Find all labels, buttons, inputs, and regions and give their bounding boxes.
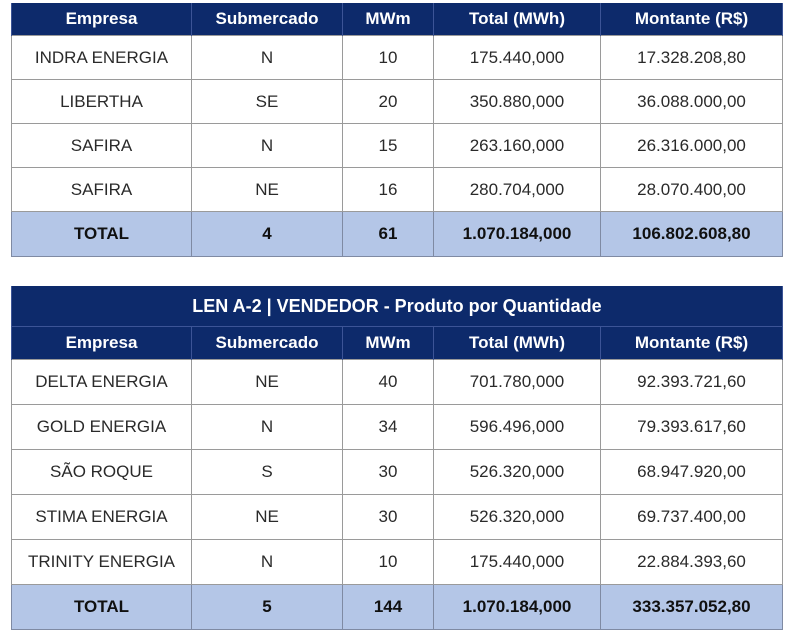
total-submercado: 4 [192,212,343,257]
cell-empresa: TRINITY ENERGIA [12,540,192,585]
table-row [12,495,783,540]
total-label: TOTAL [12,585,192,630]
table-row [12,124,783,168]
cell-empresa: GOLD ENERGIA [12,405,192,450]
cell-mwm: 10 [343,540,434,585]
total-mwh: 1.070.184,000 [434,212,601,257]
cell-empresa: SAFIRA [12,124,192,168]
total-label: TOTAL [12,212,192,257]
cell-total-mwh: 350.880,000 [434,80,601,124]
cell-submercado: N [192,540,343,585]
cell-mwm: 16 [343,168,434,212]
total-mwm: 61 [343,212,434,257]
cell-montante: 17.328.208,80 [601,36,783,80]
table-header-row [12,327,783,360]
total-montante: 106.802.608,80 [601,212,783,257]
table-row [12,405,783,450]
header-empresa: Empresa [12,3,192,36]
table-row [12,450,783,495]
cell-montante: 69.737.400,00 [601,495,783,540]
table-row [12,80,783,124]
cell-montante: 22.884.393,60 [601,540,783,585]
cell-total-mwh: 526.320,000 [434,450,601,495]
cell-mwm: 40 [343,360,434,405]
cell-total-mwh: 263.160,000 [434,124,601,168]
header-total-mwh: Total (MWh) [434,3,601,36]
cell-montante: 92.393.721,60 [601,360,783,405]
cell-montante: 68.947.920,00 [601,450,783,495]
cell-montante: 28.070.400,00 [601,168,783,212]
cell-total-mwh: 175.440,000 [434,540,601,585]
cell-total-mwh: 526.320,000 [434,495,601,540]
cell-submercado: N [192,36,343,80]
cell-submercado: NE [192,360,343,405]
table-row [12,36,783,80]
header-montante: Montante (R$) [601,3,783,36]
cell-mwm: 30 [343,495,434,540]
table-row [12,540,783,585]
cell-empresa: DELTA ENERGIA [12,360,192,405]
cell-montante: 36.088.000,00 [601,80,783,124]
cell-submercado: S [192,450,343,495]
table-title-row [12,286,783,327]
header-total-mwh: Total (MWh) [434,327,601,360]
cell-total-mwh: 596.496,000 [434,405,601,450]
header-montante: Montante (R$) [601,327,783,360]
cell-total-mwh: 280.704,000 [434,168,601,212]
cell-mwm: 34 [343,405,434,450]
cell-montante: 79.393.617,60 [601,405,783,450]
header-empresa: Empresa [12,327,192,360]
cell-submercado: SE [192,80,343,124]
table-2 [11,286,783,630]
total-mwm: 144 [343,585,434,630]
cell-empresa: STIMA ENERGIA [12,495,192,540]
cell-total-mwh: 701.780,000 [434,360,601,405]
table-1 [11,3,783,257]
header-submercado: Submercado [192,3,343,36]
cell-submercado: N [192,124,343,168]
cell-total-mwh: 175.440,000 [434,36,601,80]
cell-empresa: INDRA ENERGIA [12,36,192,80]
table-total-row [12,585,783,630]
cell-mwm: 15 [343,124,434,168]
table-row [12,360,783,405]
table-header-row [12,3,783,36]
total-mwh: 1.070.184,000 [434,585,601,630]
table-title: LEN A-2 | VENDEDOR - Produto por Quantidade [12,286,783,327]
total-submercado: 5 [192,585,343,630]
total-montante: 333.357.052,80 [601,585,783,630]
table-total-row [12,212,783,257]
cell-empresa: LIBERTHA [12,80,192,124]
cell-submercado: N [192,405,343,450]
cell-montante: 26.316.000,00 [601,124,783,168]
cell-empresa: SÃO ROQUE [12,450,192,495]
header-mwm: MWm [343,3,434,36]
cell-empresa: SAFIRA [12,168,192,212]
cell-mwm: 30 [343,450,434,495]
cell-submercado: NE [192,495,343,540]
header-submercado: Submercado [192,327,343,360]
cell-submercado: NE [192,168,343,212]
table-row [12,168,783,212]
header-mwm: MWm [343,327,434,360]
cell-mwm: 20 [343,80,434,124]
cell-mwm: 10 [343,36,434,80]
